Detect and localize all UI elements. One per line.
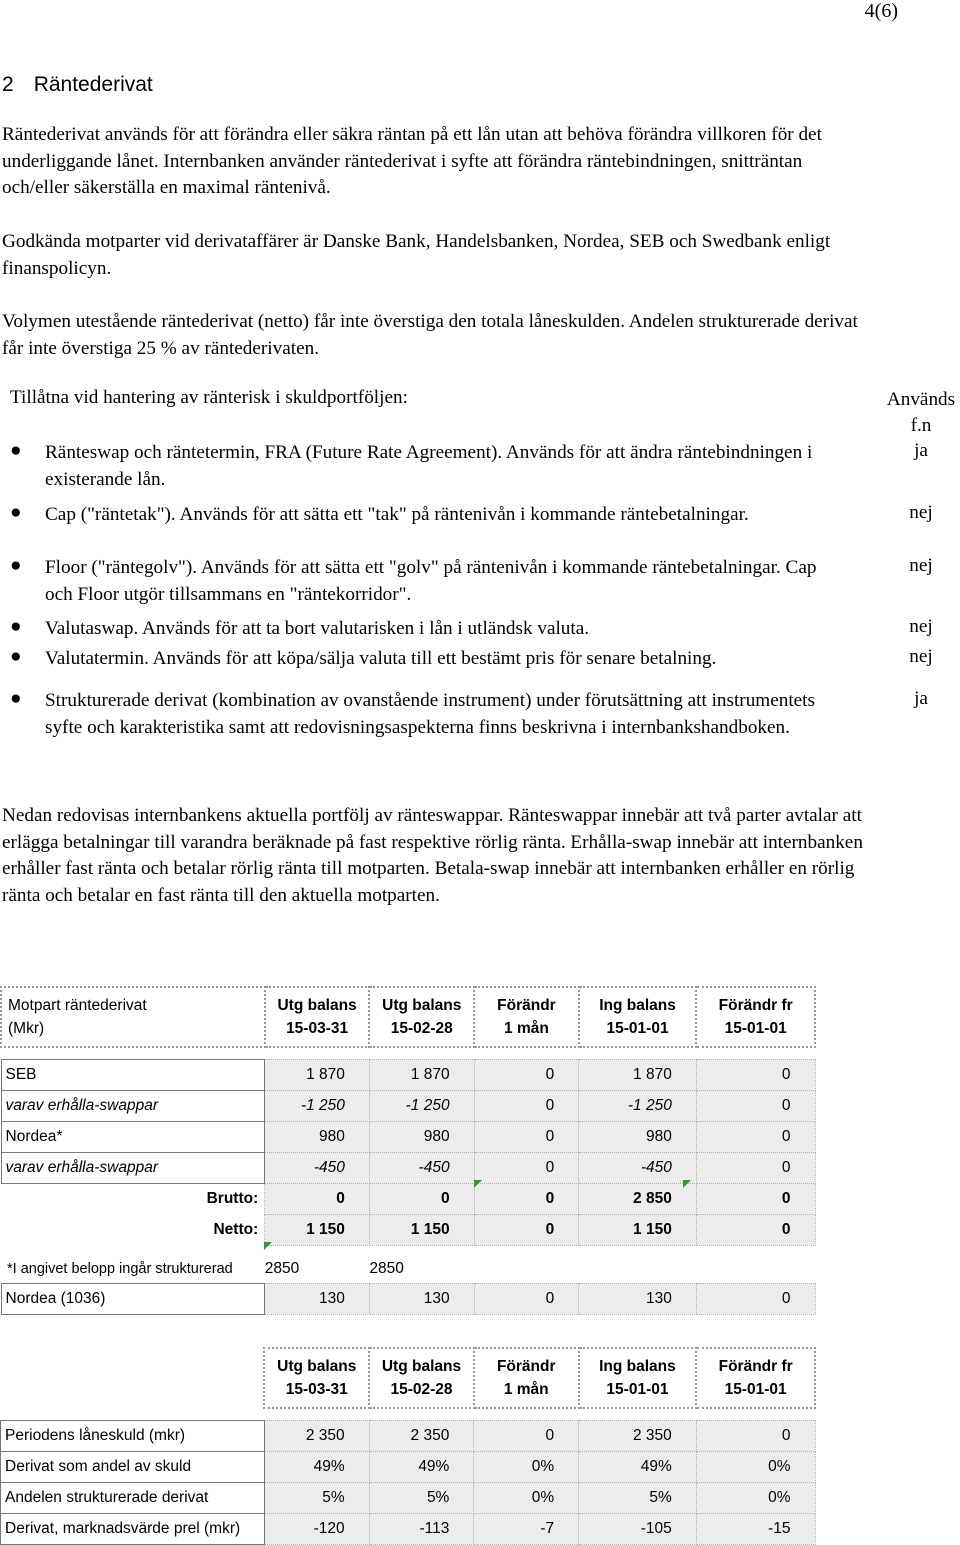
- cell: 2 850: [579, 1183, 697, 1214]
- column-header: Ing balans 15-01-01: [579, 987, 697, 1047]
- cell: 0: [474, 1090, 579, 1121]
- column-header: Utg balans 15-03-31: [264, 1348, 369, 1408]
- cell: 49%: [369, 1451, 474, 1482]
- cell: 0: [474, 1214, 579, 1245]
- row-label: Netto:: [213, 1220, 259, 1238]
- cell: 1 150: [265, 1214, 370, 1245]
- cell: 0%: [474, 1482, 579, 1513]
- bullet-icon: ●: [10, 616, 22, 637]
- cell: 5%: [264, 1482, 369, 1513]
- cell: 980: [369, 1121, 474, 1152]
- cell: 980: [579, 1121, 697, 1152]
- table-row: [1, 1121, 815, 1152]
- paragraph-intro: Räntederivat används för att förändra eller säkra räntan på ett lån utan att behöva förändra villkoren för det underliggande lånet. Internbanken använder räntederivat i syfte att förändra räntebindningen, snitträntan och/eller säkerställa en maximal räntenivå.: [2, 124, 822, 198]
- cell: -15: [696, 1513, 815, 1544]
- row-label: Nordea (1036): [1, 1283, 265, 1314]
- paragraph-volume: Volymen utestående räntederivat (netto) får inte överstiga den totala låneskulden. Andelen strukturerade derivat får inte överstiga 25 % av räntederivaten.: [2, 311, 858, 359]
- corner-line-2: (Mkr): [8, 1020, 45, 1037]
- cell: -120: [264, 1513, 369, 1544]
- cell: 0: [696, 1152, 815, 1183]
- debt-table: [0, 1347, 816, 1545]
- row-label: Derivat som andel av skuld: [1, 1451, 265, 1482]
- list-item: Floor ("räntegolv"). Används för att sätta ett "golv" på räntenivån i kommande räntebetalningar. Cap och Floor utgör tillsammans en "räntekorridor".: [45, 557, 817, 605]
- column-header: Utg balans 15-02-28: [369, 1348, 474, 1408]
- cell: 0: [474, 1420, 579, 1451]
- cell: 130: [265, 1283, 370, 1314]
- table-header-row: [1, 987, 815, 1047]
- cell: 0: [696, 1121, 815, 1152]
- cell: 130: [579, 1283, 697, 1314]
- table-row: [1, 1482, 816, 1513]
- comment-marker-icon: [264, 1242, 272, 1250]
- footnote-value: 2850: [264, 1259, 300, 1277]
- table-corner-label: [1, 987, 265, 1047]
- used-value: ja: [914, 688, 928, 709]
- footnote-row: [1, 1255, 815, 1283]
- bullet-icon: ●: [10, 555, 22, 576]
- table-row: [1, 1090, 815, 1121]
- cell: 0: [696, 1183, 815, 1214]
- allowed-heading: Tillåtna vid hantering av ränterisk i skuldportföljen:: [10, 387, 408, 408]
- row-label: varav erhålla-swappar: [1, 1152, 265, 1183]
- cell: -105: [579, 1513, 697, 1544]
- list-item: Valutatermin. Används för att köpa/sälja valuta till ett bestämt pris för senare betalning.: [45, 648, 717, 669]
- used-value: nej: [909, 646, 933, 667]
- row-label: SEB: [1, 1059, 265, 1090]
- cell: -1 250: [369, 1090, 474, 1121]
- cell: -450: [579, 1152, 697, 1183]
- bullet-icon: ●: [10, 688, 22, 709]
- paragraph-portfolio: Nedan redovisas internbankens aktuella portfölj av ränteswappar. Ränteswappar innebär att två parter avtalar att erlägga betalningar till varandra beräknade på fast respektive rörlig ränta. Erhålla-swap innebär att internbanken erhåller fast ränta och betalar rörlig ränta till motparten. Betala-swap innebär att internbanken erhåller en rörlig ränta och betalar en fast ränta till den aktuella motparten.: [2, 805, 863, 906]
- cell: 1 870: [369, 1059, 474, 1090]
- netto-row: [1, 1214, 815, 1245]
- cell: 49%: [579, 1451, 697, 1482]
- cell: 980: [265, 1121, 370, 1152]
- cell: 2 350: [264, 1420, 369, 1451]
- cell: -1 250: [579, 1090, 697, 1121]
- cell: 1 150: [369, 1214, 474, 1245]
- cell: 1 870: [265, 1059, 370, 1090]
- cell: -7: [474, 1513, 579, 1544]
- cell: 0: [696, 1283, 815, 1314]
- cell: -113: [369, 1513, 474, 1544]
- cell: 0: [474, 1121, 579, 1152]
- column-header: Förändr fr 15-01-01: [696, 987, 815, 1047]
- cell: 0: [696, 1090, 815, 1121]
- column-header: Förändr fr 15-01-01: [696, 1348, 815, 1408]
- column-header: Ing balans 15-01-01: [579, 1348, 697, 1408]
- cell: -1 250: [265, 1090, 370, 1121]
- bullet-icon: ●: [10, 440, 22, 461]
- bullet-icon: ●: [10, 502, 22, 523]
- cell: 2 350: [579, 1420, 697, 1451]
- table-header-row: [1, 1348, 816, 1408]
- cell: 0: [696, 1420, 815, 1451]
- cell: -450: [369, 1152, 474, 1183]
- table-row: [1, 1513, 816, 1544]
- row-label: Nordea*: [1, 1121, 265, 1152]
- row-label: Derivat, marknadsvärde prel (mkr): [1, 1513, 265, 1544]
- column-header: Utg balans 15-02-28: [369, 987, 474, 1047]
- comment-marker-icon: [683, 1180, 691, 1188]
- cell: 49%: [264, 1451, 369, 1482]
- cell: 0%: [474, 1451, 579, 1482]
- cell: 0: [474, 1059, 579, 1090]
- used-column-header: [880, 387, 960, 439]
- cell: 0: [696, 1059, 815, 1090]
- column-header: Förändr 1 mån: [474, 987, 579, 1047]
- table-row: [1, 1059, 815, 1090]
- list-item: Cap ("räntetak"). Används för att sätta ett "tak" på räntenivån i kommande räntebetalningar.: [45, 504, 749, 525]
- used-header-line-1: Används: [886, 389, 956, 410]
- cell: 0: [474, 1183, 579, 1214]
- bullet-icon: ●: [10, 646, 22, 667]
- column-header: Utg balans 15-03-31: [265, 987, 370, 1047]
- cell: 0%: [696, 1482, 815, 1513]
- section-heading: [2, 73, 153, 97]
- column-header: Förändr 1 mån: [474, 1348, 579, 1408]
- list-item: Strukturerade derivat (kombination av ovanstående instrument) under förutsättning att instrumentets syfte och karakteristika samt att redovisningsaspekterna finns beskrivna i internbankshandboken.: [45, 690, 815, 738]
- row-label: varav erhålla-swappar: [1, 1090, 265, 1121]
- table-row: [1, 1283, 815, 1314]
- table-row: [1, 1420, 816, 1451]
- cell: 2 350: [369, 1420, 474, 1451]
- corner-line-1: Motpart räntederivat: [8, 997, 147, 1014]
- footnote-label: *I angivet belopp ingår strukturerad: [7, 1260, 233, 1277]
- cell: 0: [474, 1283, 579, 1314]
- paragraph-counterparties: Godkända motparter vid derivataffärer är Danske Bank, Handelsbanken, Nordea, SEB och Swedbank enligt finanspolicyn.: [2, 231, 831, 279]
- used-value: ja: [914, 440, 928, 461]
- row-label: Andelen strukturerade derivat: [1, 1482, 265, 1513]
- cell: 0%: [696, 1451, 815, 1482]
- brutto-row: [1, 1183, 815, 1214]
- cell: 0: [474, 1152, 579, 1183]
- list-item: Valutaswap. Används för att ta bort valutarisken i lån i utländsk valuta.: [45, 618, 590, 639]
- cell: 130: [369, 1283, 474, 1314]
- cell: 0: [265, 1183, 370, 1214]
- table-row: [1, 1152, 815, 1183]
- cell: 0: [369, 1183, 474, 1214]
- used-header-line-2: f.n: [910, 415, 932, 436]
- table-row: [1, 1451, 816, 1482]
- section-number: 2: [2, 73, 14, 96]
- used-value: nej: [909, 616, 933, 637]
- cell: 5%: [579, 1482, 697, 1513]
- cell: -450: [265, 1152, 370, 1183]
- comment-marker-icon: [474, 1180, 482, 1188]
- footnote-value: 2850: [369, 1259, 404, 1277]
- row-label: Periodens låneskuld (mkr): [1, 1420, 265, 1451]
- page-number: 4(6): [864, 0, 898, 22]
- used-value: nej: [909, 502, 933, 523]
- section-title: Räntederivat: [33, 73, 153, 96]
- cell: 0: [696, 1214, 815, 1245]
- derivatives-table: [0, 986, 816, 1315]
- cell: 5%: [369, 1482, 474, 1513]
- cell: 1 870: [579, 1059, 697, 1090]
- used-value: nej: [909, 555, 933, 576]
- list-item: Ränteswap och räntetermin, FRA (Future Rate Agreement). Används för att ändra räntebindningen i existerande lån.: [45, 442, 813, 490]
- row-label: Brutto:: [206, 1189, 259, 1207]
- cell: 1 150: [579, 1214, 697, 1245]
